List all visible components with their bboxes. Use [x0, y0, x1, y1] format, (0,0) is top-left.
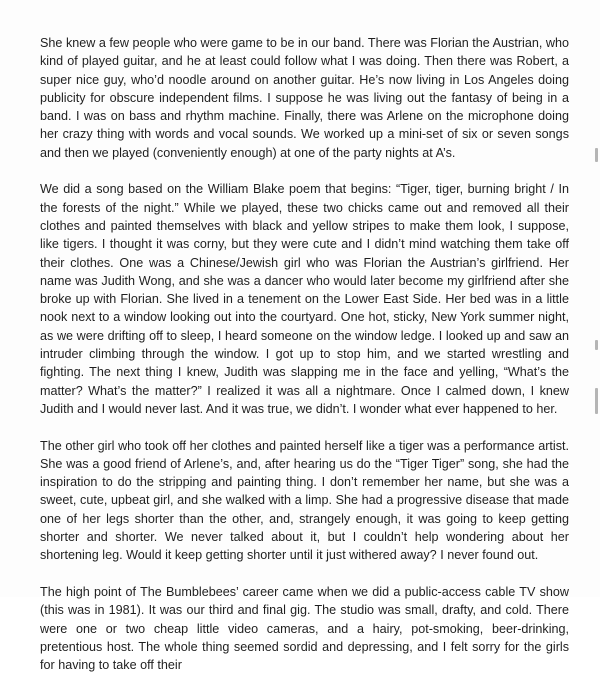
- page-edge-mark: [595, 148, 598, 162]
- paragraph-tiger-song: We did a song based on the William Blake poem that begins: “Tiger, tiger, burning bright / In the forests of the night.” While we played, these two chicks came out and removed all their clothes and painted themselves with black and yellow stripes to make them look, I suppose, like tigers. I thought it was corny, but they were cute and I didn’t mind watching them take off their clothes. One was a Chinese/Jewish girl who was Florian the Austrian’s girlfriend. Her name was Judith Wong, and she was a dancer who would later become my girlfriend after she broke up with Florian. She lived in a tenement on the Lower East Side. Her bed was in a little nook next to a window looking out into the courtyard. One hot, sticky, New York summer night, as we were drifting off to sleep, I heard someone on the window ledge. I looked up and saw an intruder climbing through the window. I got up to stop him, and we started wrestling and fighting. The next thing I knew, Judith was slapping me in the face and yelling, “What’s the matter? What’s the matter?” I realized it was all a nightmare. Once I calmed down, I knew Judith and I would never last. And it was true, we didn’t. I wonder what ever happened to her.: [40, 182, 569, 416]
- paragraph-cable-tv-show: The high point of The Bumblebees’ career came when we did a public-access cable TV show (this was in 1981). It was our third and final gig. The studio was small, drafty, and cold. There were one or two cheap little video cameras, and a hairy, pot-smoking, beer-drinking, pretentious host. The whole thing seemed sordid and depressing, and I felt sorry for the girls for having to take off their: [40, 584, 569, 673]
- body-text: [40, 34, 569, 693]
- paragraph-performance-artist: The other girl who took off her clothes and painted herself like a tiger was a performance artist. She was a good friend of Arlene’s, and, after hearing us do the “Tiger Tiger” song, she had the inspiration to do the stripping and painting thing. I don’t remember her name, but she was a sweet, cute, upbeat girl, and she walked with a limp. She had a progressive disease that made one of her legs shorter than the other, and, strangely enough, it was going to keep getting shorter and shorter. We never talked about it, but I couldn’t help wondering about her shortening leg. Would it keep getting shorter until it just withered away? I never found out.: [40, 438, 569, 563]
- page-edge-mark: [595, 340, 598, 350]
- paragraph-band-members: She knew a few people who were game to be in our band. There was Florian the Austrian, who kind of played guitar, and he at least could follow what I was doing. Then there was Robert, a super nice guy, who’d noodle around on another guitar. He’s now living in Los Angeles doing publicity for obscure independent films. I suppose he was living out the fantasy of being in a band. I was on bass and rhythm machine. Finally, there was Arlene on the microphone doing her crazy thing with words and vocal sounds. We worked up a mini-set of six or seven songs and then we played (conveniently enough) at one of the party nights at A’s.: [40, 36, 569, 160]
- page-edge-mark: [595, 388, 598, 414]
